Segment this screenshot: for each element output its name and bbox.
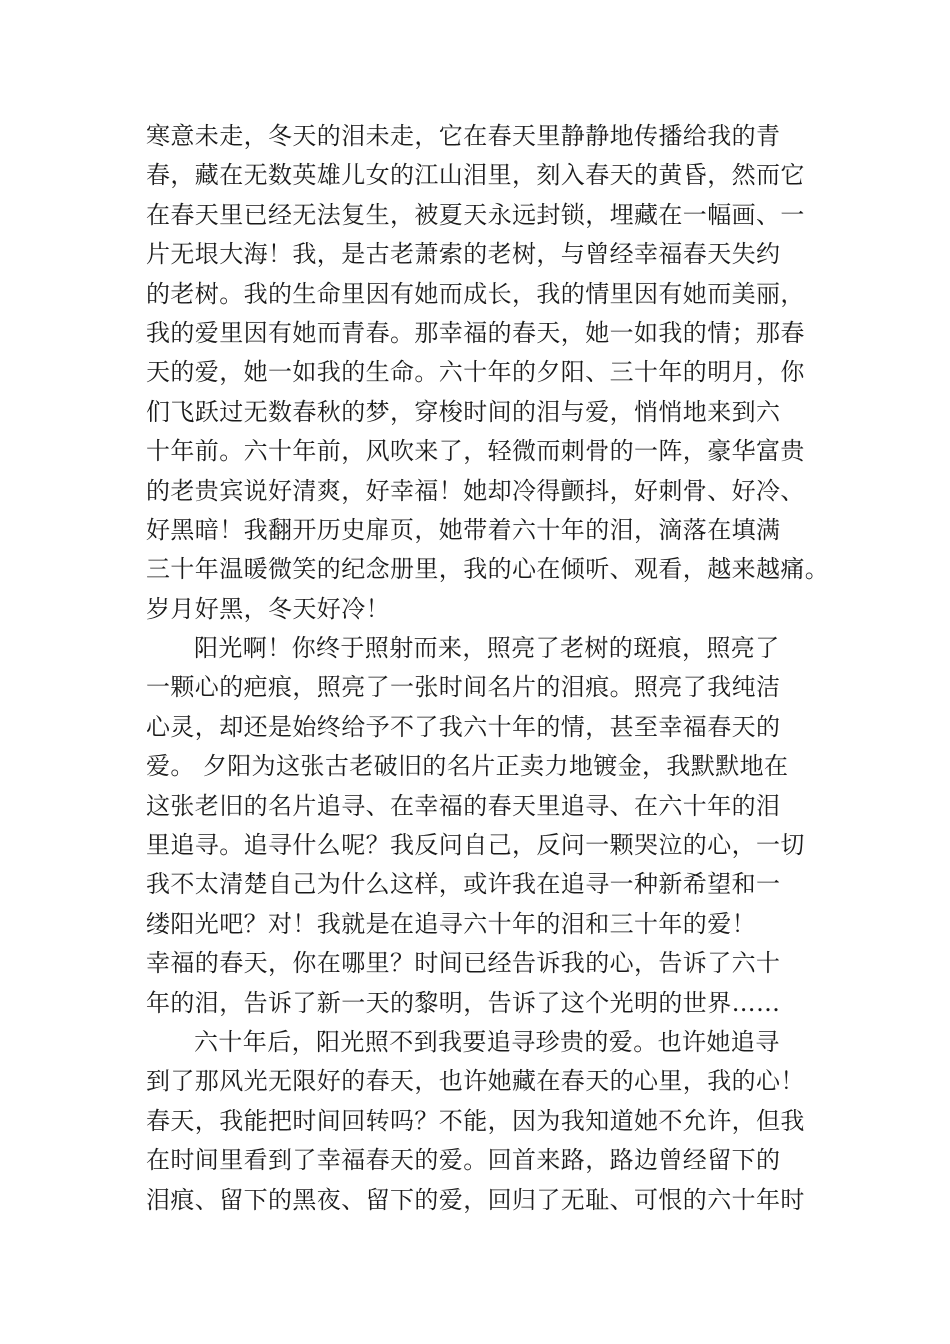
text-line: 们飞跃过无数春秋的梦，穿梭时间的泪与爱，悄悄地来到六 <box>146 397 781 426</box>
text-line: 心灵，却还是始终给予不了我六十年的情，甚至幸福春天的 <box>146 712 781 741</box>
text-line: 我的爱里因有她而青春。那幸福的春天，她一如我的情；那春 <box>146 318 805 347</box>
text-line: 我不太清楚自己为什么这样，或许我在追寻一种新希望和一 <box>146 870 781 899</box>
text-line: 一颗心的疤痕，照亮了一张时间名片的泪痕。照亮了我纯洁 <box>146 673 781 702</box>
paragraph-first-line: 六十年后，阳光照不到我要追寻珍贵的爱。也许她追寻 <box>194 1027 780 1056</box>
text-line: 年的泪，告诉了新一天的黎明，告诉了这个光明的世界…… <box>146 988 781 1017</box>
text-line: 爱。 夕阳为这张古老破旧的名片正卖力地镀金，我默默地在 <box>146 752 789 781</box>
text-line: 岁月好黑，冬天好冷！ <box>146 594 390 623</box>
text-line: 到了那风光无限好的春天，也许她藏在春天的心里，我的心！ <box>146 1067 805 1096</box>
document-body-text <box>146 117 830 1220</box>
text-line: 在时间里看到了幸福春天的爱。回首来路，路边曾经留下的 <box>146 1146 781 1175</box>
text-line: 片无垠大海！我，是古老萧索的老树，与曾经幸福春天失约 <box>146 240 781 269</box>
text-line: 十年前。六十年前，风吹来了，轻微而刺骨的一阵，豪华富贵 <box>146 437 805 466</box>
text-line: 泪痕、留下的黑夜、留下的爱，回归了无耻、可恨的六十年时 <box>146 1185 805 1214</box>
text-line: 寒意未走，冬天的泪未走，它在春天里静静地传播给我的青 <box>146 122 781 150</box>
text-line: 春，藏在无数英雄儿女的江山泪里，刻入春天的黄昏，然而它 <box>146 161 805 190</box>
text-line: 三十年温暖微笑的纪念册里，我的心在倾听、观看，越来越痛。 <box>146 555 830 584</box>
text-line: 在春天里已经无法复生，被夏天永远封锁，埋藏在一幅画、一 <box>146 200 805 229</box>
text-line: 里追寻。追寻什么呢？我反问自己，反问一颗哭泣的心，一切 <box>146 831 805 860</box>
text-line: 春天，我能把时间回转吗？不能，因为我知道她不允许，但我 <box>146 1106 805 1135</box>
text-line: 幸福的春天，你在哪里？时间已经告诉我的心，告诉了六十 <box>146 949 781 978</box>
text-line: 缕阳光吧？对！我就是在追寻六十年的泪和三十年的爱！ <box>146 909 756 938</box>
text-line: 天的爱，她一如我的生命。六十年的夕阳、三十年的明月，你 <box>146 358 805 387</box>
text-line: 的老树。我的生命里因有她而成长，我的情里因有她而美丽， <box>146 279 805 308</box>
paragraph-first-line: 阳光啊！你终于照射而来，照亮了老树的斑痕，照亮了 <box>194 634 780 663</box>
text-line: 这张老旧的名片追寻、在幸福的春天里追寻、在六十年的泪 <box>146 791 781 820</box>
text-line: 的老贵宾说好清爽，好幸福！她却冷得颤抖，好刺骨、好冷、 <box>146 476 805 505</box>
text-line: 好黑暗！我翻开历史扉页，她带着六十年的泪，滴落在填满 <box>146 515 781 544</box>
